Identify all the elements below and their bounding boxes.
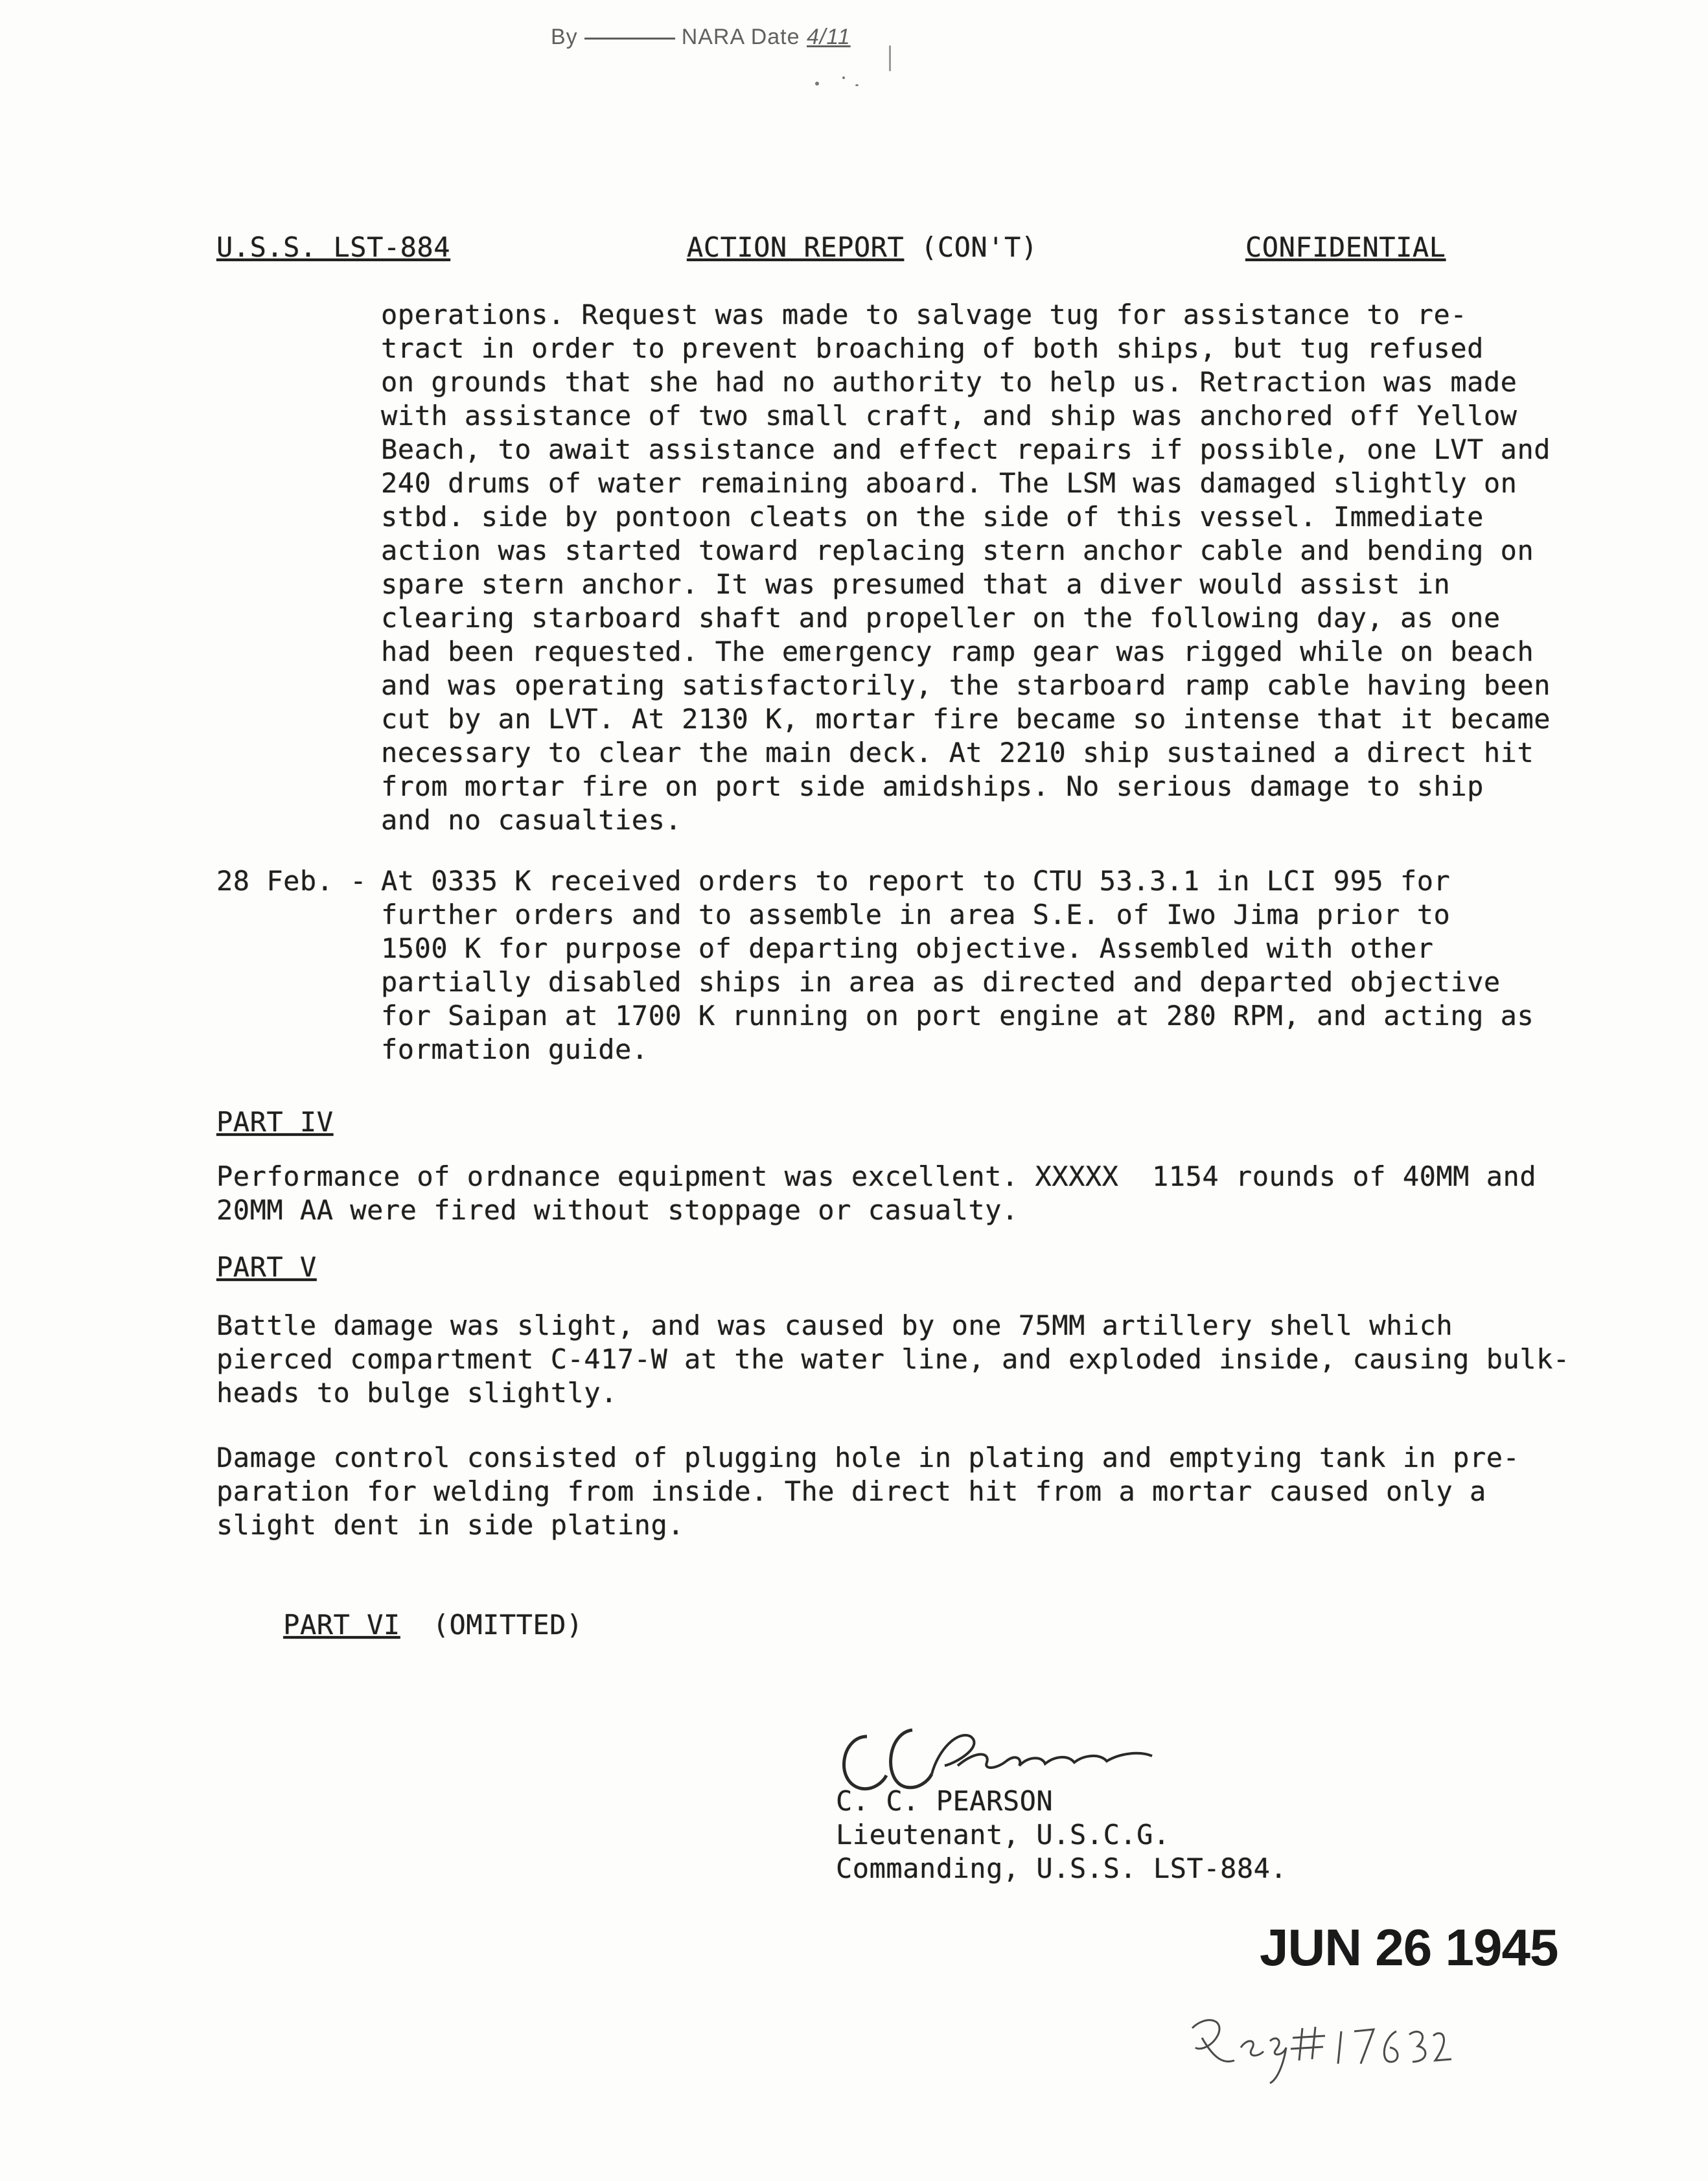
part-vi-heading: PART VI: [283, 1609, 400, 1641]
body-paragraph-2: At 0335 K received orders to report to CTU 53.3.1 in LCI 995 for further orders and to assemble in area S.E. of Iwo Jima prior to 1500 K for purpose of departing objective. Assembled with other partially disabled ships in area as directed and departed objective for Saipan at 1700 K running on port engine at 280 RPM, and acting as formation guide.: [381, 865, 1534, 1065]
declassification-stamp: [551, 25, 851, 50]
entry-date-label: 28 Feb. -: [216, 865, 367, 897]
part-iv-text: Performance of ordnance equipment was excellent. XXXXX 1154 rounds of 40MM and 20MM AA were fired without stoppage or casualty.: [216, 1160, 1537, 1226]
classification-marking: CONFIDENTIAL: [1245, 231, 1446, 263]
body-paragraph-1: operations. Request was made to salvage tug for assistance to re- tract in order to prevent broaching of both ships, but tug refused on grounds that she had no authority to help us. Retraction was made with assistance of two small craft, and ship was anchored off Yellow Beach, to await assistance and effect repairs if possible, one LVT and 240 drums of water remaining aboard. The LSM was damaged slightly on stbd. side by pontoon cleats on the side of this vessel. Immediate action was started toward replacing stern anchor cable and bending on spare stern anchor. It was presumed that a diver would assist in clearing starboard shaft and propeller on the following day, as one had been requested. The emergency ramp gear was rigged while on beach and was operating satisfactorily, the starboard ramp cable having been cut by an LVT. At 2130 K, mortar fire became so intense that it became necessary to clear the main deck. At 2210 ship sustained a direct hit from mortar fire on port side amidships. No serious damage to ship and no casualties.: [381, 299, 1551, 836]
document-header: [216, 231, 1448, 267]
part-v-text-a: Battle damage was slight, and was caused by one 75MM artillery shell which pierced compartment C-417-W at the water line, and exploded inside, causing bulk- heads to bulge slightly.: [216, 1310, 1570, 1409]
ship-designation: U.S.S. LST-884: [216, 231, 451, 263]
signature-block: [836, 1784, 1287, 1886]
signer-rank: Lieutenant, U.S.C.G.: [836, 1819, 1170, 1851]
part-vi-line: [216, 1575, 583, 1676]
stamp-text: NARA Date: [681, 25, 800, 49]
report-title-text: ACTION REPORT: [687, 231, 905, 263]
part-vi-note: (OMITTED): [432, 1609, 583, 1641]
signer-name: C. C. PEARSON: [836, 1785, 1054, 1817]
registry-number-handwritten: [1179, 2002, 1451, 2086]
report-title: [687, 231, 1038, 264]
stamp-date: 4/11: [807, 25, 851, 49]
report-title-suffix: (CON'T): [921, 231, 1038, 263]
part-v-heading: PART V: [216, 1251, 317, 1283]
part-iv-heading: PART IV: [216, 1106, 334, 1138]
received-date-stamp: JUN 26 1945: [1260, 1919, 1558, 1976]
stamp-by: By: [551, 25, 578, 49]
signer-command: Commanding, U.S.S. LST-884.: [836, 1852, 1287, 1884]
part-v-text-b: Damage control consisted of plugging hole in plating and emptying tank in pre- paration for welding from inside. The direct hit from a mortar caused only a slight dent in side plating.: [216, 1442, 1520, 1541]
